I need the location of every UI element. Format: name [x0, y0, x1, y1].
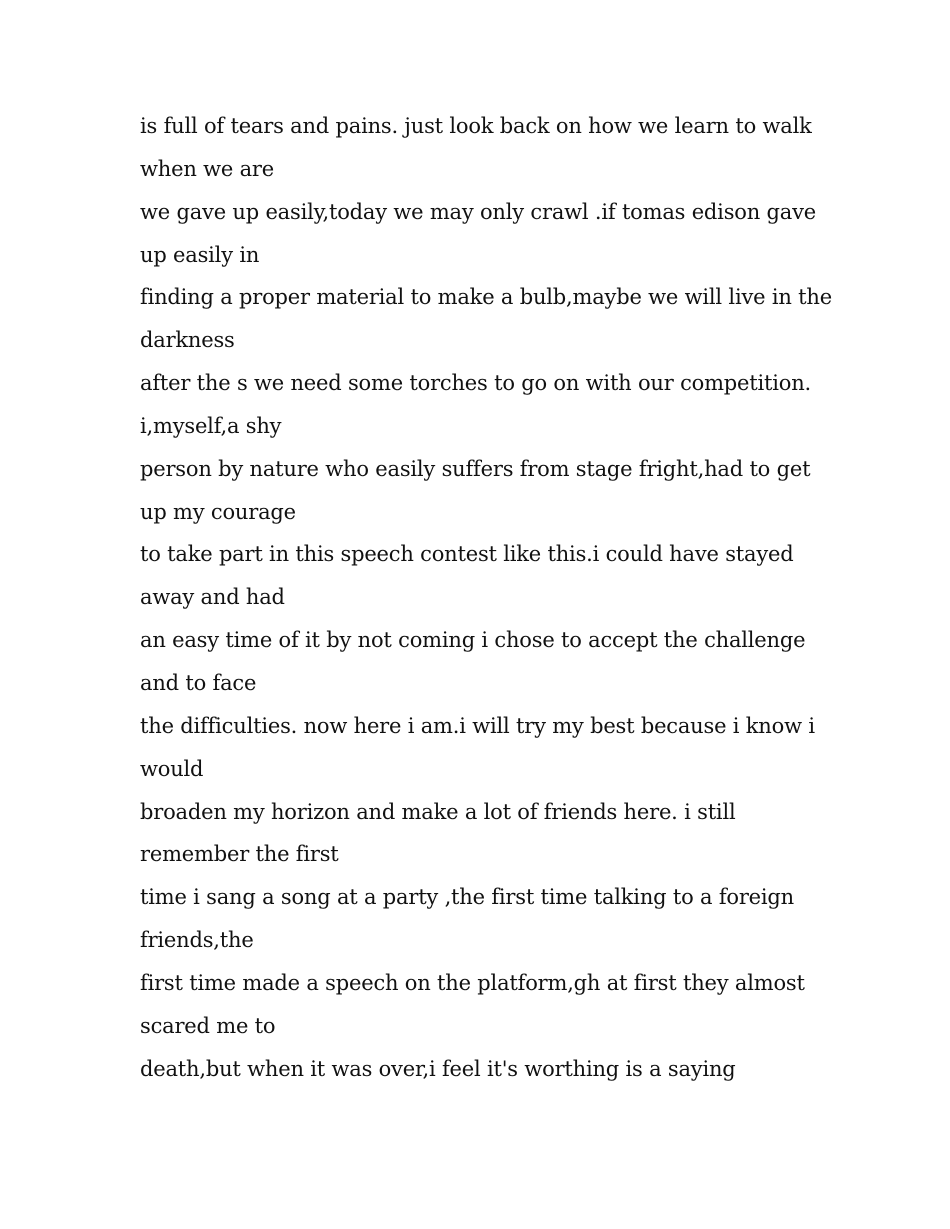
text-line: to take part in this speech contest like this.i could have stayed: [140, 542, 794, 567]
text-line: darkness: [140, 328, 235, 353]
text-line: and to face: [140, 670, 257, 695]
text-line: broaden my horizon and make a lot of friends here. i still: [140, 799, 736, 824]
text-line: friends,the: [140, 928, 254, 953]
text-line: person by nature who easily suffers from stage fright,had to get: [140, 456, 811, 481]
text-line: would: [140, 756, 204, 781]
text-line: finding a proper material to make a bulb,maybe we will live in the: [140, 285, 832, 310]
text-line: the difficulties. now here i am.i will try my best because i know i: [140, 713, 815, 738]
text-line: remember the first: [140, 842, 339, 867]
text-line: an easy time of it by not coming i chose to accept the challenge: [140, 628, 806, 653]
text-line: after the s we need some torches to go on with our competition.: [140, 371, 812, 396]
text-line: i,myself,a shy: [140, 413, 282, 438]
text-line: away and had: [140, 585, 285, 610]
text-line: first time made a speech on the platform,gh at first they almost: [140, 970, 805, 995]
text-line: time i sang a song at a party ,the first time talking to a foreign: [140, 885, 794, 910]
text-line: up my courage: [140, 499, 296, 524]
text-line: scared me to: [140, 1013, 276, 1038]
text-line: is full of tears and pains. just look back on how we learn to walk: [140, 114, 812, 138]
text-line: up easily in: [140, 242, 260, 267]
text-line: death,but when it was over,i feel it's worthing is a saying: [140, 1056, 736, 1081]
document-text: [140, 105, 840, 1090]
text-line: when we are: [140, 156, 274, 181]
text-line: we gave up easily,today we may only crawl .if tomas edison gave: [140, 199, 816, 224]
